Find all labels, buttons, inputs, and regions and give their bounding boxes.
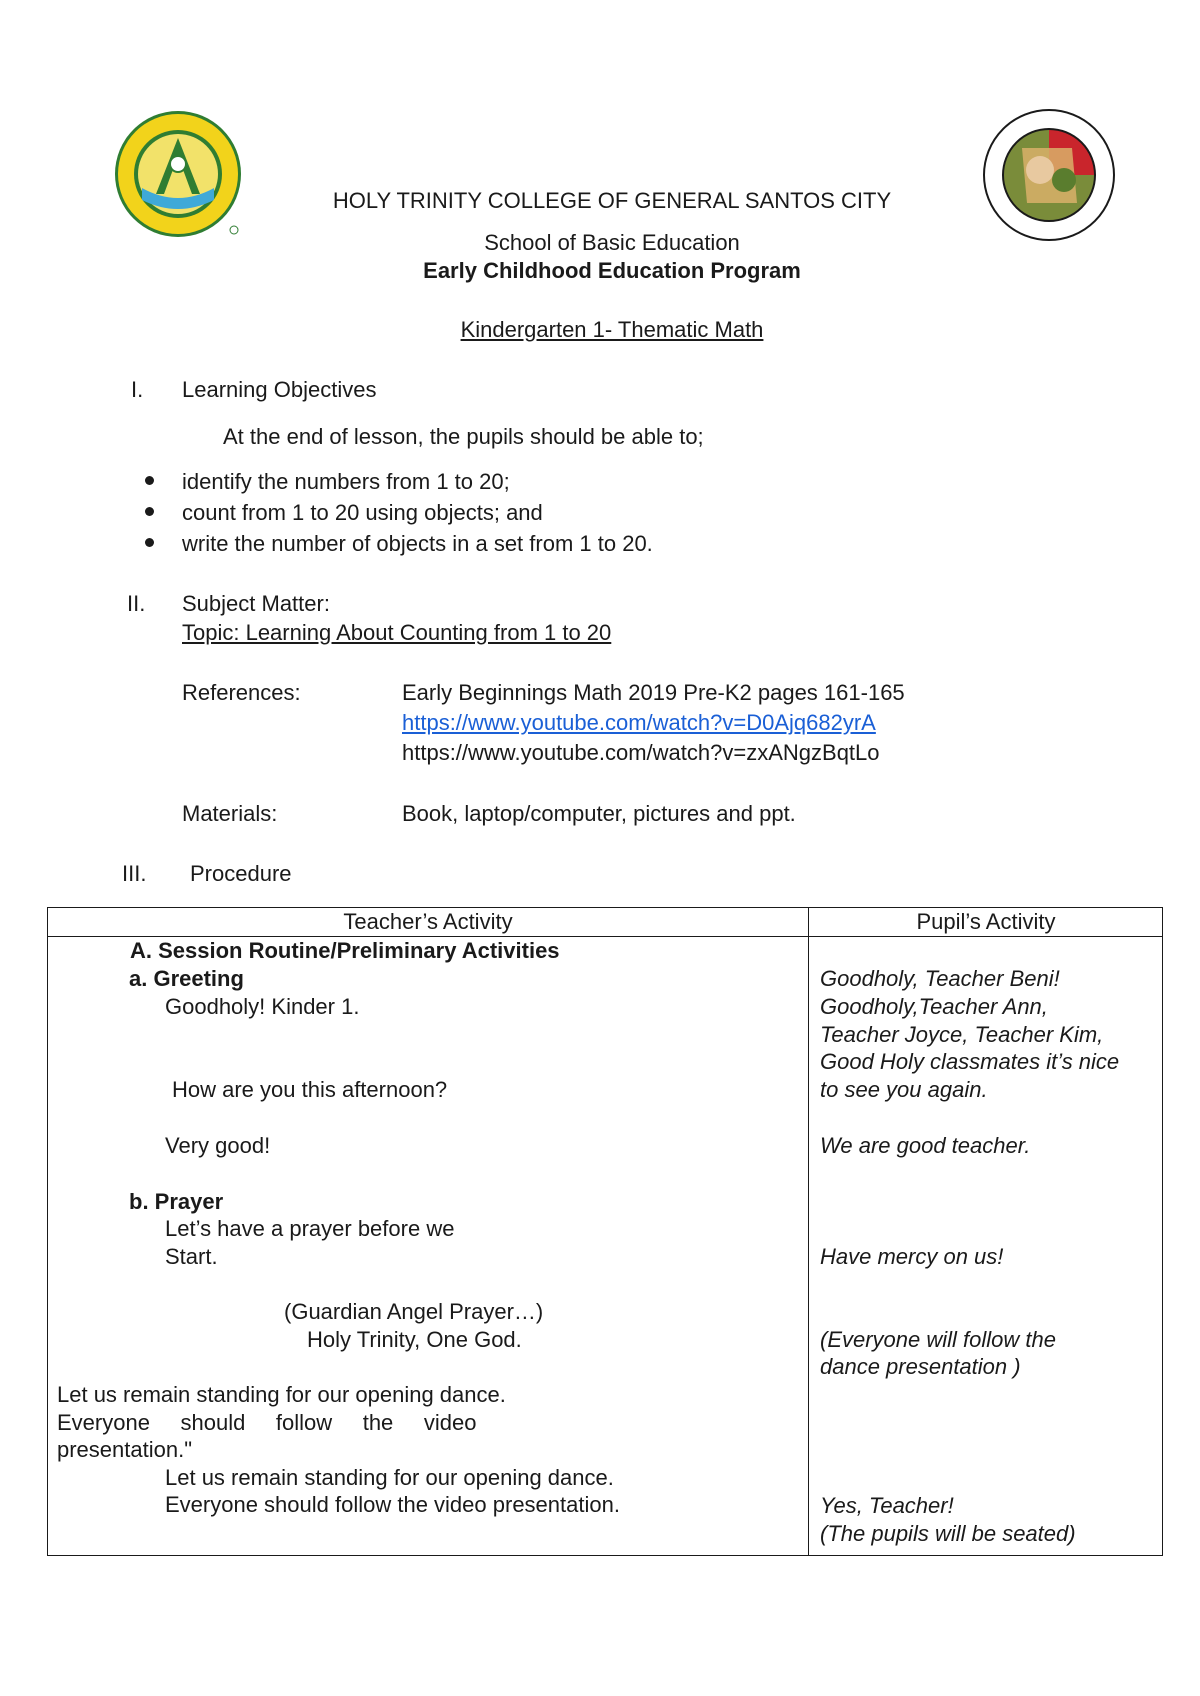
- pupil-line: Teacher Joyce, Teacher Kim,: [820, 1022, 1104, 1047]
- teacher-line: Very good!: [165, 1133, 271, 1158]
- program-name: Early Childhood Education Program: [423, 258, 801, 283]
- topic-line: Topic: Learning About Counting from 1 to 20: [182, 620, 612, 645]
- teacher-line: How are you this afternoon?: [172, 1077, 448, 1102]
- objectives-intro: At the end of lesson, the pupils should be able to;: [223, 424, 704, 449]
- procedure-heading: Procedure: [190, 861, 292, 886]
- subject-heading: Subject Matter:: [182, 591, 330, 616]
- course-title: Kindergarten 1- Thematic Math: [460, 317, 764, 342]
- bullet: [145, 538, 154, 547]
- greeting-heading: a. Greeting: [129, 966, 244, 991]
- pupil-line: Yes, Teacher!: [820, 1493, 954, 1518]
- references-label: References:: [182, 680, 301, 705]
- teacher-activity-header: Teacher’s Activity: [343, 909, 513, 934]
- procedure-table: [47, 907, 1163, 1556]
- teacher-line: Let’s have a prayer before we: [165, 1216, 455, 1241]
- section-numeral-2: II.: [127, 591, 146, 616]
- session-routine-heading: A. Session Routine/Preliminary Activities: [130, 938, 560, 963]
- teacher-line: Let us remain standing for our opening dance.: [165, 1465, 614, 1490]
- materials-label: Materials:: [182, 801, 278, 826]
- reference-link-2: https://www.youtube.com/watch?v=zxANgzBqtLo: [402, 740, 880, 765]
- objectives-heading: Learning Objectives: [182, 377, 377, 402]
- teacher-line: Let us remain standing for our opening dance.: [57, 1382, 506, 1407]
- pupil-line: (Everyone will follow the: [820, 1327, 1056, 1352]
- materials-value: Book, laptop/computer, pictures and ppt.: [402, 801, 796, 826]
- bullet: [145, 476, 154, 485]
- institution-name: HOLY TRINITY COLLEGE OF GENERAL SANTOS CITY: [332, 188, 892, 213]
- teacher-line: (Guardian Angel Prayer…): [284, 1299, 544, 1324]
- pupil-line: (The pupils will be seated): [820, 1521, 1076, 1546]
- pupil-line: We are good teacher.: [820, 1133, 1031, 1158]
- college-of-teacher-education-logo: [982, 108, 1116, 242]
- pupil-line: to see you again.: [820, 1077, 988, 1102]
- pupil-activity-header: Pupil’s Activity: [916, 909, 1056, 934]
- objective-item: count from 1 to 20 using objects; and: [182, 500, 543, 525]
- teacher-line: Holy Trinity, One God.: [307, 1327, 522, 1352]
- reference-link-1[interactable]: https://www.youtube.com/watch?v=D0Ajq682yrA: [402, 710, 876, 735]
- reference-book: Early Beginnings Math 2019 Pre-K2 pages 161-165: [402, 680, 905, 705]
- teacher-line: Start.: [165, 1244, 218, 1269]
- teacher-line: Goodholy! Kinder 1.: [165, 994, 360, 1019]
- teacher-line: Everyone should follow the video: [57, 1410, 477, 1435]
- prayer-heading: b. Prayer: [129, 1189, 224, 1214]
- section-numeral-3: III.: [122, 861, 147, 886]
- school-name: School of Basic Education: [484, 230, 740, 255]
- section-numeral-1: I.: [131, 377, 144, 402]
- bullet: [145, 507, 154, 516]
- pupil-line: Goodholy, Teacher Beni!: [820, 966, 1060, 991]
- pupil-line: Have mercy on us!: [820, 1244, 1004, 1269]
- pupil-line: dance presentation ): [820, 1354, 1021, 1379]
- teacher-line: presentation.": [57, 1437, 193, 1462]
- objective-item: write the number of objects in a set from 1 to 20.: [182, 531, 653, 556]
- objective-item: identify the numbers from 1 to 20;: [182, 469, 510, 494]
- holy-trinity-college-logo: [112, 108, 248, 244]
- pupil-line: Goodholy,Teacher Ann,: [820, 994, 1048, 1019]
- pupil-line: Good Holy classmates it’s nice: [820, 1049, 1120, 1074]
- teacher-line: Everyone should follow the video presentation.: [165, 1492, 620, 1517]
